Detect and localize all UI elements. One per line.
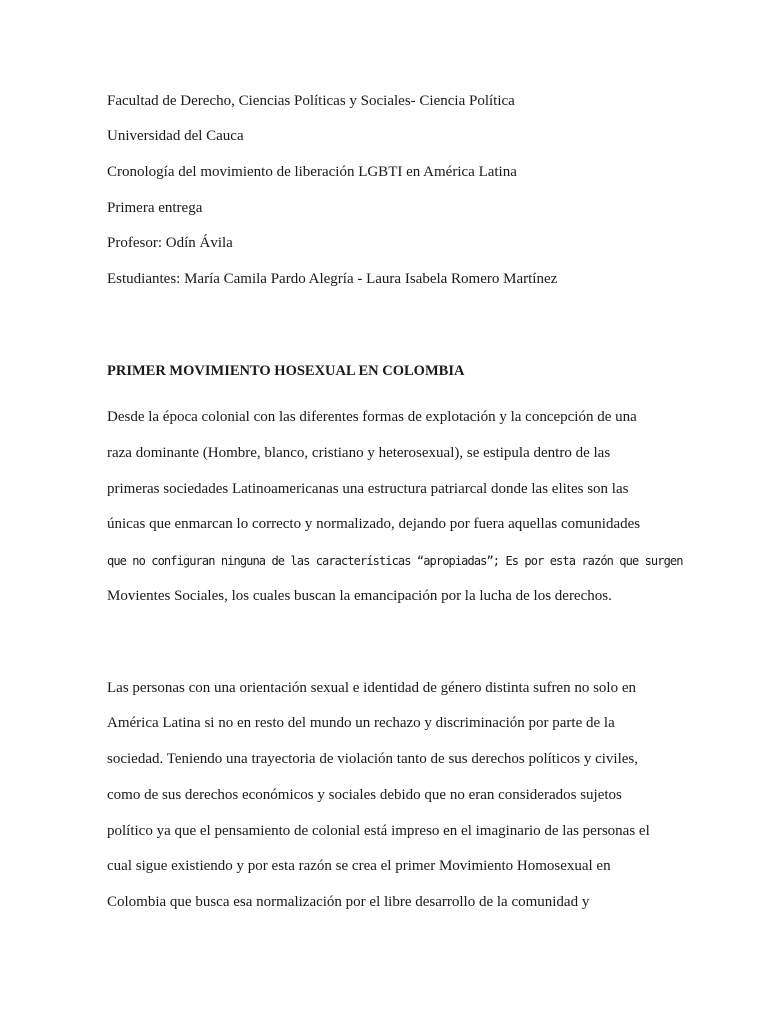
professor-line: Profesor: Odín Ávila xyxy=(107,235,233,251)
paragraph-line: Desde la época colonial con las diferentes formas de explotación y la concepción de una xyxy=(107,409,637,425)
paragraph-line: sociedad. Teniendo una trayectoria de violación tanto de sus derechos políticos y civiles, xyxy=(107,751,639,767)
paragraph-line: Movientes Sociales, los cuales buscan la emancipación por la lucha de los derechos. xyxy=(107,588,612,604)
paragraph-line: que no configuran ninguna de las características “apropiadas”; Es por esta razón que surgen xyxy=(107,554,683,568)
section-heading: PRIMER MOVIMIENTO HOSEXUAL EN COLOMBIA xyxy=(107,363,465,379)
paragraph-line: primeras sociedades Latinoamericanas una estructura patriarcal donde las elites son las xyxy=(107,481,629,497)
paragraph-line: únicas que enmarcan lo correcto y normalizado, dejando por fuera aquellas comunidades xyxy=(107,516,641,532)
paragraph-line: Las personas con una orientación sexual e identidad de género distinta sufren no solo en xyxy=(107,680,637,696)
paragraph-line: América Latina si no en resto del mundo un rechazo y discriminación por parte de la xyxy=(107,715,615,731)
paragraph-line: cual sigue existiendo y por esta razón se crea el primer Movimiento Homosexual en xyxy=(107,858,611,874)
delivery-line: Primera entrega xyxy=(107,200,203,216)
paragraph-line: Colombia que busca esa normalización por el libre desarrollo de la comunidad y xyxy=(107,894,590,910)
faculty-line: Facultad de Derecho, Ciencias Políticas y Sociales- Ciencia Política xyxy=(107,93,515,109)
document-title-line: Cronología del movimiento de liberación LGBTI en América Latina xyxy=(107,164,517,180)
paragraph-line: raza dominante (Hombre, blanco, cristiano y heterosexual), se estipula dentro de las xyxy=(107,445,611,461)
paragraph-line: como de sus derechos económicos y sociales debido que no eran considerados sujetos xyxy=(107,787,622,803)
students-line: Estudiantes: María Camila Pardo Alegría - Laura Isabela Romero Martínez xyxy=(107,271,558,287)
university-line: Universidad del Cauca xyxy=(107,128,244,144)
paragraph-line: político ya que el pensamiento de colonial está impreso en el imaginario de las personas el xyxy=(107,823,650,839)
